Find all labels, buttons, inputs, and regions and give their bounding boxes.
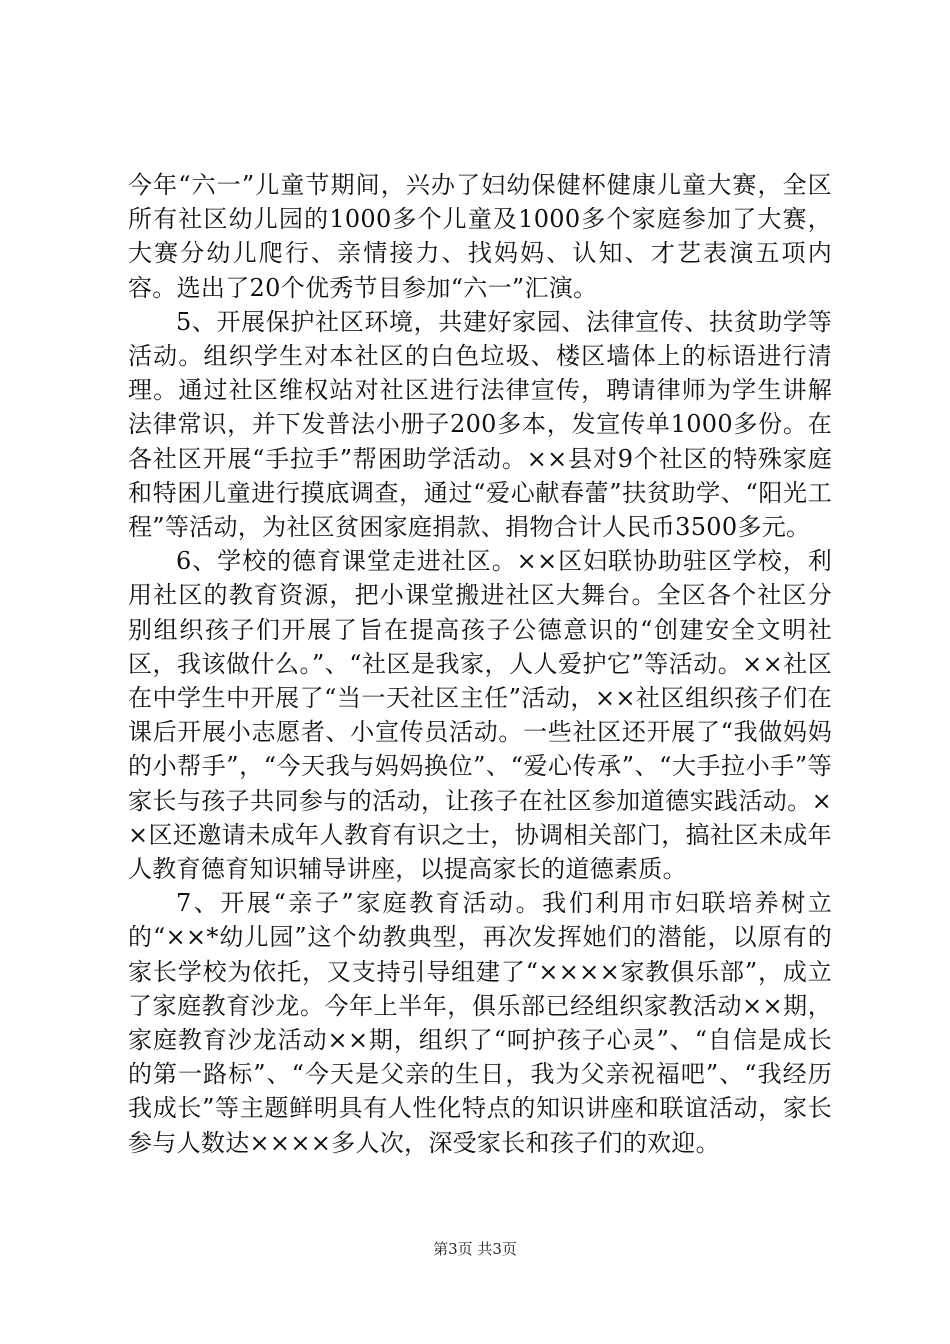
paragraph-item-5: 5、开展保护社区环境，共建好家园、法律宣传、扶贫助学等活动。组织学生对本社区的白色垃圾、楼区墙体上的标语进行清理。通过社区维权站对社区进行法律宣传，聘请律师为学生讲解法律常识，并下发普法小册子200多本，发宣传单1000多份。在各社区开展“手拉手”帮困助学活动。××县对9个社区的特殊家庭和特困儿童进行摸底调查，通过“爱心献春蕾”扶贫助学、“阳光工程”等活动，为社区贫困家庭捐款、捐物合计人民币3500多元。 (128, 307, 832, 542)
paragraph-item-7: 7、开展“亲子”家庭教育活动。我们利用市妇联培养树立的“××*幼儿园”这个幼教典型，再次发挥她们的潜能，以原有的家长学校为依托，又支持引导组建了“××××家教俱乐部”，成立了家庭教育沙龙。今年上半年，俱乐部已经组织家教活动××期，家庭教育沙龙活动××期，组织了“呵护孩子心灵”、“自信是成长的第一路标”、“今天是父亲的生日，我为父亲祝福吧”、“我经历我成长”等主题鲜明具有人性化特点的知识讲座和联谊活动，家长参与人数达××××多人次，深受家长和孩子们的欢迎。 (128, 889, 832, 1157)
page-footer: 第3页 共3页 (433, 1240, 517, 1258)
paragraph-item-6: 6、学校的德育课堂走进社区。××区妇联协助驻区学校，利用社区的教育资源，把小课堂搬进社区大舞台。全区各个社区分别组织孩子们开展了旨在提高孩子公德意识的“创建安全文明社区，我该做什么。”、“社区是我家，人人爱护它”等活动。××社区在中学生中开展了“当一天社区主任”活动，××社区组织孩子们在课后开展小志愿者、小宣传员活动。一些社区还开展了“我做妈妈的小帮手”，“今天我与妈妈换位”、“爱心传承”、“大手拉小手”等家长与孩子共同参与的活动，让孩子在社区参加道德实践活动。××区还邀请未成年人教育有识之士，协调相关部门，搞社区未成年人教育德育知识辅导讲座，以提高家长的道德素质。 (128, 547, 832, 884)
document-body (128, 168, 832, 1160)
paragraph-continuation: 今年“六一”儿童节期间，兴办了妇幼保健杯健康儿童大赛，全区所有社区幼儿园的1000多个儿童及1000多个家庭参加了大赛，大赛分幼儿爬行、亲情接力、找妈妈、认知、才艺表演五项内容。选出了20个优秀节目参加“六一”汇演。 (128, 171, 832, 302)
